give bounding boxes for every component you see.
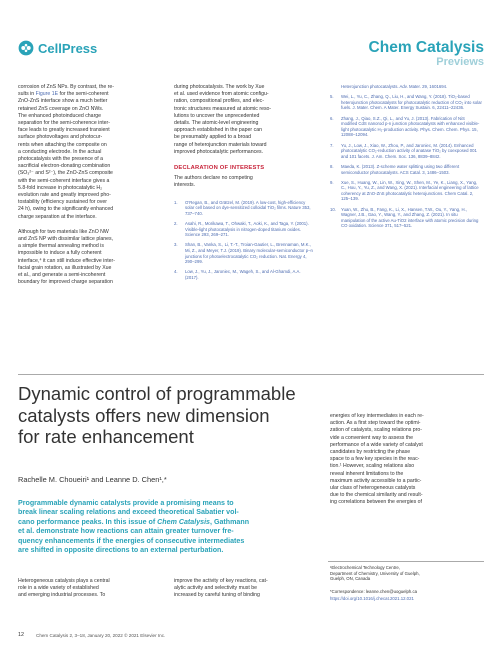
- logo-text: CellPress: [38, 40, 98, 56]
- text-line: break linear scaling relations and exceed theoretical Sabatier vol-: [18, 508, 239, 517]
- reference-item[interactable]: [174, 242, 314, 264]
- text-line: vide a convenient way to assess the: [330, 434, 414, 441]
- declaration-heading: DECLARATION OF INTERESTS: [174, 165, 265, 172]
- text-line: improve the activity of key reactions, cat-: [174, 578, 268, 584]
- body-paragraph: [174, 578, 316, 600]
- text-line: 24 h), owing to the significantly enhanced: [18, 206, 114, 213]
- text-line: lutions to uncover the unprecedented: [174, 112, 260, 119]
- reference-text: Low, J., Yu, J., Jaroniec, M., Wageh, S., and Al-Ghamdi, A.A. (2017).: [185, 269, 301, 280]
- text-line: a simple thermal annealing method is: [18, 243, 104, 250]
- text-line: alytic activity and selectivity must be: [174, 585, 258, 592]
- column-3: [330, 84, 482, 234]
- text-line: rents when attaching the composite on: [18, 141, 107, 148]
- text-line: details. The atomic-level engineering: [174, 120, 259, 127]
- body-paragraph: [174, 84, 314, 156]
- text-line: tostability (efficiency sustained for over: [18, 199, 107, 206]
- authors: Rachelle M. Choueiri¹ and Leanne D. Chen¹,*: [18, 475, 167, 484]
- text-line: due to the chemical similarity and result-: [330, 492, 423, 499]
- cellpress-logo-icon: [18, 40, 34, 56]
- text-line: boundary for improved charge separation: [18, 279, 113, 286]
- reference-number: 1.: [174, 199, 178, 205]
- reference-number: 10.: [330, 206, 336, 212]
- text-line: interests.: [174, 182, 196, 189]
- text-line: quency enhancements if the energies of consecutive intermediates: [18, 536, 245, 545]
- text-line: (SO₃²⁻ and S²⁻), the ZnO-ZnS composite: [18, 170, 113, 177]
- text-line: maximum activity accessible to a partic-: [330, 477, 422, 484]
- text-line: ing correlations between the energies of: [330, 499, 422, 506]
- journal-title: Chem Catalysis: [368, 39, 484, 56]
- body-paragraph: [18, 578, 160, 600]
- column-1: [18, 84, 160, 286]
- text-line: cano performance peaks. In this issue of Chem Catalysis, Gathmann: [18, 517, 250, 526]
- reference-item[interactable]: [174, 221, 314, 238]
- cellpress-logo: [18, 40, 97, 56]
- text-line: catalysts offers new dimension: [18, 404, 270, 426]
- reference-text: Asahi, R., Morikawa, T., Ohwaki, T., Aoki, K., and Taga, Y. (2001). Visible-light photocatalysis in nitrogen-doped titanium oxides. Science 293, 269–271.: [185, 221, 309, 238]
- reference-text: Yuan, W., Zhu, B., Fang, K., Li, X., Hansen, T.W., Ou, Y., Yang, H., Wagner, J.B., Gao, Y., Wang, Y., and Zhang, Z. (2021). In situ manipulation of the active Au-TiO2 interface with atomic precision during CO oxidation. Science 371, 517–521.: [341, 206, 479, 229]
- doi-text[interactable]: https://doi.org/10.1016/j.checat.2021.12.021: [330, 596, 414, 601]
- text-line: a conducting electrode. In the actual: [18, 148, 102, 155]
- text-line: ration, compositional profiles, and elec-: [174, 98, 264, 105]
- text-line: performance of a wide variety of catalyst: [330, 441, 423, 448]
- correspondence-text[interactable]: *Correspondence: leanne.chen@uoguelph.ca: [330, 589, 418, 594]
- body-paragraph: [18, 229, 160, 287]
- reference-list: [174, 200, 314, 281]
- reference-item[interactable]: [330, 207, 482, 229]
- text-line: Although for two materials like ZnO NW: [18, 228, 109, 235]
- reference-item[interactable]: [330, 143, 482, 160]
- section-divider: [18, 374, 484, 375]
- text-line: evolution rate and greatly improved pho-: [18, 192, 111, 199]
- text-line: during photocatalysis. The work by Xue: [174, 84, 265, 90]
- journal-name-italic: Chem Catalysis: [157, 517, 211, 526]
- text-line: et al., and generate a semi-incoherent: [18, 272, 106, 279]
- text-line: Department of Chemistry, University of Guelph,: [330, 570, 420, 576]
- text-line: et al. demonstrate how reactions can attain greater turnover fre-: [18, 527, 234, 536]
- correspondence: [330, 589, 484, 595]
- reference-item[interactable]: [330, 180, 482, 202]
- text-line: space to a few key species in the reac-: [330, 456, 420, 463]
- text-line: zation of catalysts, scaling relations pro-: [330, 427, 422, 434]
- text-line: role in a wide variety of established: [18, 585, 99, 592]
- reference-item[interactable]: [330, 116, 482, 138]
- reference-number: 9.: [330, 179, 334, 185]
- affiliation: [330, 565, 484, 582]
- text-line: and ZnS NP with dissimilar lattice planes,: [18, 236, 114, 243]
- text-line: tronic structures measured at atomic reso-: [174, 105, 272, 112]
- body-paragraph: [330, 413, 482, 507]
- text-line: The enhanced photoinduced charge: [18, 112, 102, 119]
- text-line: are shifted in opposite directions to an external perturbation.: [18, 546, 224, 555]
- text-line: be presumably applied to a broad: [174, 134, 251, 141]
- text-line: energies of key intermediates in each re-: [330, 413, 424, 419]
- page-number: 12: [18, 632, 24, 638]
- footnote-rule: [328, 561, 484, 562]
- text-line: sults in Figure 1E for the semi-coherent: [18, 91, 109, 98]
- text-line: impossible to induce a fully coherent: [18, 250, 102, 257]
- reference-item[interactable]: [330, 94, 482, 111]
- text-line: Heterogeneous catalysis plays a central: [18, 578, 110, 584]
- reference-item[interactable]: [174, 269, 314, 280]
- section-label: Previews: [436, 56, 484, 68]
- text-line: reveal inherent limitations to the: [330, 470, 404, 477]
- reference-number: 6.: [330, 115, 334, 121]
- text-line: sacrificial electron-donating combination: [18, 163, 111, 170]
- text-line: The authors declare no competing: [174, 175, 253, 182]
- reference-item[interactable]: [330, 84, 482, 90]
- reference-text: Zhang, J., Qiao, S.Z., Qi, L., and Yu, J. (2013). Fabrication of NiS modified CdS nanorod p-n junction photocatalysts with enhanced visible-light photocatalytic H₂-production activity. Phys. Chem. Chem. Phys. 15, 12088–12094.: [341, 115, 480, 138]
- page-footer: [18, 632, 165, 638]
- reference-text: Maeda, K. (2013). Z-scheme water splitting using two different semiconductor photocatalysts. ACS Catal. 3, 1486–1503.: [341, 163, 460, 175]
- text-line: photocatalysis with the presence of a: [18, 156, 104, 163]
- reference-text: O’Regan, B., and Grätzel, M. (2019). A low-cost, high-efficiency solar cell based on dye-sensitized colloidal TiO₂ films. Nature 353, 737–740.: [185, 199, 311, 216]
- text-line: and emerging industrial processes. To: [18, 592, 106, 599]
- reference-text: Shan, B., Vanka, S., Li, T.-T., Troian-Gautier, L., Brennaman, M.K., Mi, Z., and Meyer, T.J. (2019). Binary molecular-semiconductor p–n junctions for photoelectrocatalytic CO₂ reduction. Nat. Energy 4, 290–299.: [185, 242, 313, 265]
- text-line: improved photocatalytic performances.: [174, 148, 264, 155]
- text-line: separation for the semi-coherence inter-: [18, 120, 110, 127]
- text-line: facial grain rotation, as illustrated by Xue: [18, 264, 112, 271]
- text-line: Dynamic control of programmable: [18, 383, 296, 404]
- text-line: increased by careful tuning of binding: [174, 592, 260, 599]
- text-line: corrosion of ZnS NPs. By contrast, the re-: [18, 84, 115, 90]
- reference-number: 5.: [330, 94, 334, 100]
- reference-item[interactable]: [330, 164, 482, 175]
- text-line: approach established in the paper can: [174, 127, 262, 134]
- reference-number: 8.: [330, 163, 334, 169]
- body-paragraph: [18, 84, 160, 221]
- article-title: [18, 383, 318, 448]
- reference-text: Heterojunction photocatalysts. Adv. Mater. 29, 1601694.: [341, 84, 448, 89]
- reference-number: 4.: [174, 269, 178, 275]
- text-line: ZnO-ZnS interface show a much better: [18, 98, 108, 105]
- text-line: tion.¹ However, scaling relations also: [330, 463, 415, 470]
- reference-text: Wei, L., Yu, C., Zhang, Q., Liu, H., and Wang, Y. (2018). TiO₂-based heterojunction photocatalysts for photocatalytic reduction of CO₂ into solar fuels. J. Mater. Chem. A Mater. Energy Sustain. 6, 22411–22436.: [341, 94, 482, 111]
- reference-number: 2.: [174, 221, 178, 227]
- standfirst: [18, 499, 320, 555]
- text-line: ular class of heterogeneous catalysts: [330, 485, 416, 492]
- citation: Chem Catalysis 2, 3–18, January 20, 2022 © 2021 Elsevier Inc.: [36, 632, 166, 638]
- column-2: [174, 84, 314, 285]
- declaration-text: [174, 175, 314, 189]
- text-line: et al. used evidence from atomic configu-: [174, 91, 269, 98]
- text-line: action. As a first step toward the optimi-: [330, 420, 421, 427]
- text-line: ¹Electrochemical Technology Centre,: [330, 565, 400, 570]
- text-line: retained ZnS coverage on ZnO NWs.: [18, 105, 104, 112]
- reference-text: Yu, J., Low, J., Xiao, W., Zhou, P., and Jaroniec, M. (2014). Enhanced photocatalytic CO₂-reduction activity of anatase TiO₂ by coexposed 001 and 101 facets. J. Am. Chem. Soc. 136, 8839–8842.: [341, 142, 477, 159]
- reference-item[interactable]: [174, 200, 314, 217]
- figure-link[interactable]: Figure 1E: [35, 91, 59, 98]
- text-line: face leads to greatly increased transient: [18, 127, 110, 134]
- text-line: Guelph, ON, Canada: [330, 576, 371, 582]
- text-line: interface,⁴ it can still induce effective inter-: [18, 257, 115, 264]
- text-line: range of heterojunction materials toward: [174, 141, 267, 148]
- text-line: candidates by restricting the phase: [330, 449, 411, 456]
- doi-link[interactable]: [330, 596, 484, 602]
- reference-list: [330, 84, 482, 229]
- text-line: for rate enhancement: [18, 426, 194, 447]
- text-line: charge separation at the interface.: [18, 213, 97, 220]
- reference-number: 7.: [330, 142, 334, 148]
- text-line: 5.8-fold increase in photocatalytic H₂: [18, 184, 103, 191]
- reference-text: Xue, S., Huang, W., Lin, W., Xing, W., Shen, M., Ye, K., Liang, X., Yang, C., Hou, Y., Yu, Z., and Wang, X. (2021). Interfacial engineering of lattice coherency at ZnO-ZnS photocatalytic heterojunctions. Chem Catal. 2, 125–139.: [341, 179, 479, 202]
- text-line: Programmable dynamic catalysts provide a promising means to: [18, 499, 234, 507]
- text-line: with the semi-coherent interface gives a: [18, 177, 110, 184]
- text-line: surface photovoltages and photocur-: [18, 134, 103, 141]
- reference-number: 3.: [174, 242, 178, 248]
